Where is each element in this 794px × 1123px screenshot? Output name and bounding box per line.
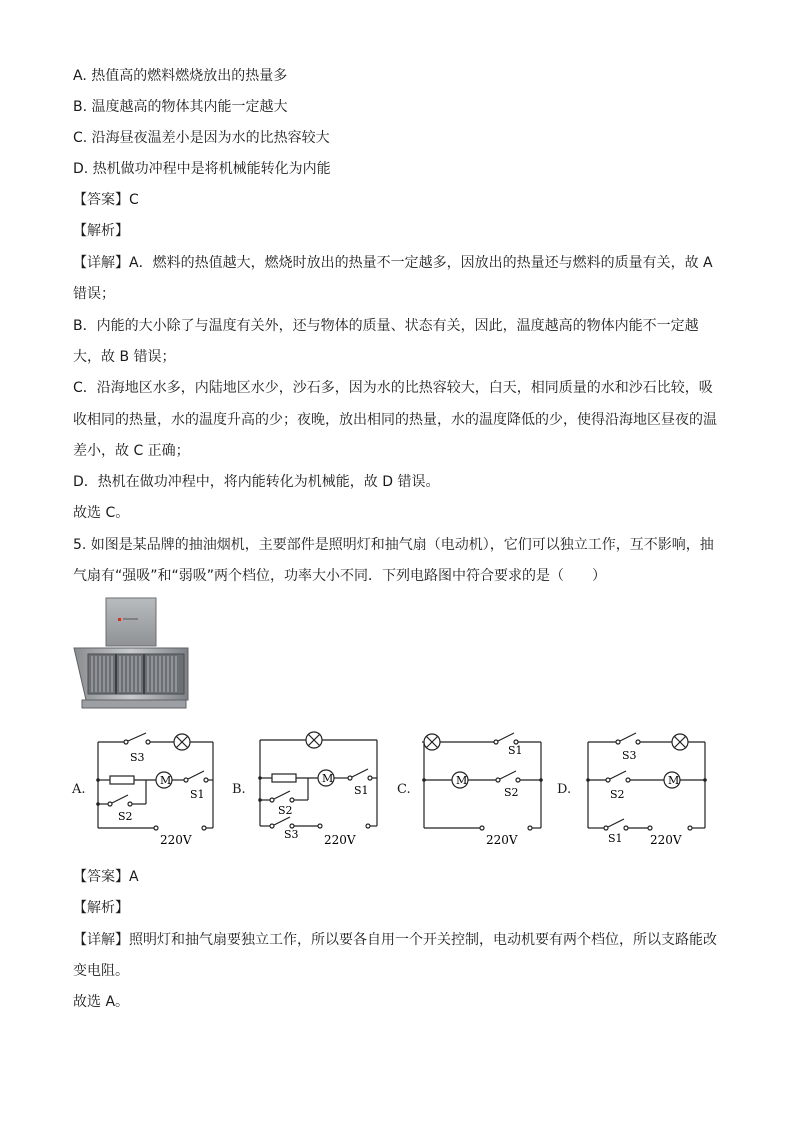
question-5-line: 5. 如图是某品牌的抽油烟机，主要部件是照明灯和抽气扇（电动机），它们可以独立工作，互不影响，抽 bbox=[73, 537, 714, 553]
detail-5-line: 【详解】照明灯和抽气扇要独立工作，所以要各自用一个开关控制，电动机要有两个档位，所以支路能改 bbox=[73, 932, 717, 948]
analysis-4-title: 【解析】 bbox=[73, 223, 129, 239]
switch-label: S3 bbox=[622, 749, 637, 762]
switch-label: S1 bbox=[508, 744, 523, 757]
range-hood-image bbox=[72, 596, 190, 714]
question-5-line: 气扇有“强吸”和“弱吸”两个档位，功率大小不同．下列电路图中符合要求的是（ ） bbox=[73, 568, 607, 584]
switch-label: S2 bbox=[278, 804, 293, 817]
circuit-diagram-d bbox=[578, 728, 713, 850]
detail-4-line: C．沿海地区水多，内陆地区水少，沙石多，因为水的比热容较大，白天，相同质量的水和沙石比较，吸 bbox=[73, 380, 713, 396]
motor-label: M bbox=[322, 772, 334, 785]
voltage-label: 220V bbox=[650, 833, 682, 847]
switch-label: S2 bbox=[118, 810, 133, 823]
detail-4-line: B．内能的大小除了与温度有关外，还与物体的质量、状态有关，因此，温度越高的物体内能不一定越 bbox=[73, 318, 699, 334]
voltage-label: 220V bbox=[160, 833, 192, 847]
option-c: C. 沿海昼夜温差小是因为水的比热容较大 bbox=[73, 130, 330, 146]
voltage-label: 220V bbox=[324, 833, 356, 847]
option-b: B. 温度越高的物体其内能一定越大 bbox=[73, 99, 288, 115]
detail-4-line: 差小，故 C 正确； bbox=[73, 443, 190, 459]
motor-label: M bbox=[668, 774, 680, 787]
switch-label: S1 bbox=[190, 788, 205, 801]
detail-4-line: 收相同的热量，水的温度升高的少；夜晚，放出相同的热量，水的温度降低的少，使得沿海地区昼夜的温 bbox=[73, 412, 717, 428]
switch-label: S3 bbox=[284, 828, 299, 841]
switch-label: S2 bbox=[504, 786, 519, 799]
diagram-label-a: A. bbox=[72, 782, 86, 797]
detail-4-line: 故选 C。 bbox=[73, 505, 130, 521]
switch-label: S3 bbox=[130, 751, 145, 764]
circuit-diagram-a bbox=[88, 728, 223, 850]
option-a: A. 热值高的燃料燃烧放出的热量多 bbox=[73, 68, 288, 84]
diagram-label-b: B. bbox=[232, 782, 246, 797]
circuit-diagram-c bbox=[414, 728, 549, 850]
answer-5: 【答案】A bbox=[73, 869, 139, 885]
detail-5-line: 故选 A。 bbox=[73, 994, 130, 1010]
answer-4: 【答案】C bbox=[73, 192, 139, 208]
detail-5-line: 变电阻。 bbox=[73, 963, 129, 979]
switch-label: S1 bbox=[608, 832, 623, 845]
switch-label: S2 bbox=[610, 788, 625, 801]
switch-label: S1 bbox=[354, 784, 369, 797]
motor-label: M bbox=[160, 774, 172, 787]
diagram-label-c: C. bbox=[397, 782, 411, 797]
detail-4-line: 大，故 B 错误； bbox=[73, 349, 176, 365]
option-d: D. 热机做功冲程中是将机械能转化为内能 bbox=[73, 161, 331, 177]
detail-4-line: 【详解】A．燃料的热值越大，燃烧时放出的热量不一定越多，因放出的热量还与燃料的质量有关，故 A bbox=[73, 255, 713, 271]
diagram-label-d: D. bbox=[557, 782, 572, 797]
motor-label: M bbox=[456, 774, 468, 787]
analysis-5-title: 【解析】 bbox=[73, 900, 129, 916]
circuit-diagram-b bbox=[250, 728, 385, 850]
detail-4-line: 错误； bbox=[73, 286, 115, 302]
voltage-label: 220V bbox=[486, 833, 518, 847]
detail-4-line: D．热机在做功冲程中，将内能转化为机械能，故 D 错误。 bbox=[73, 474, 440, 490]
